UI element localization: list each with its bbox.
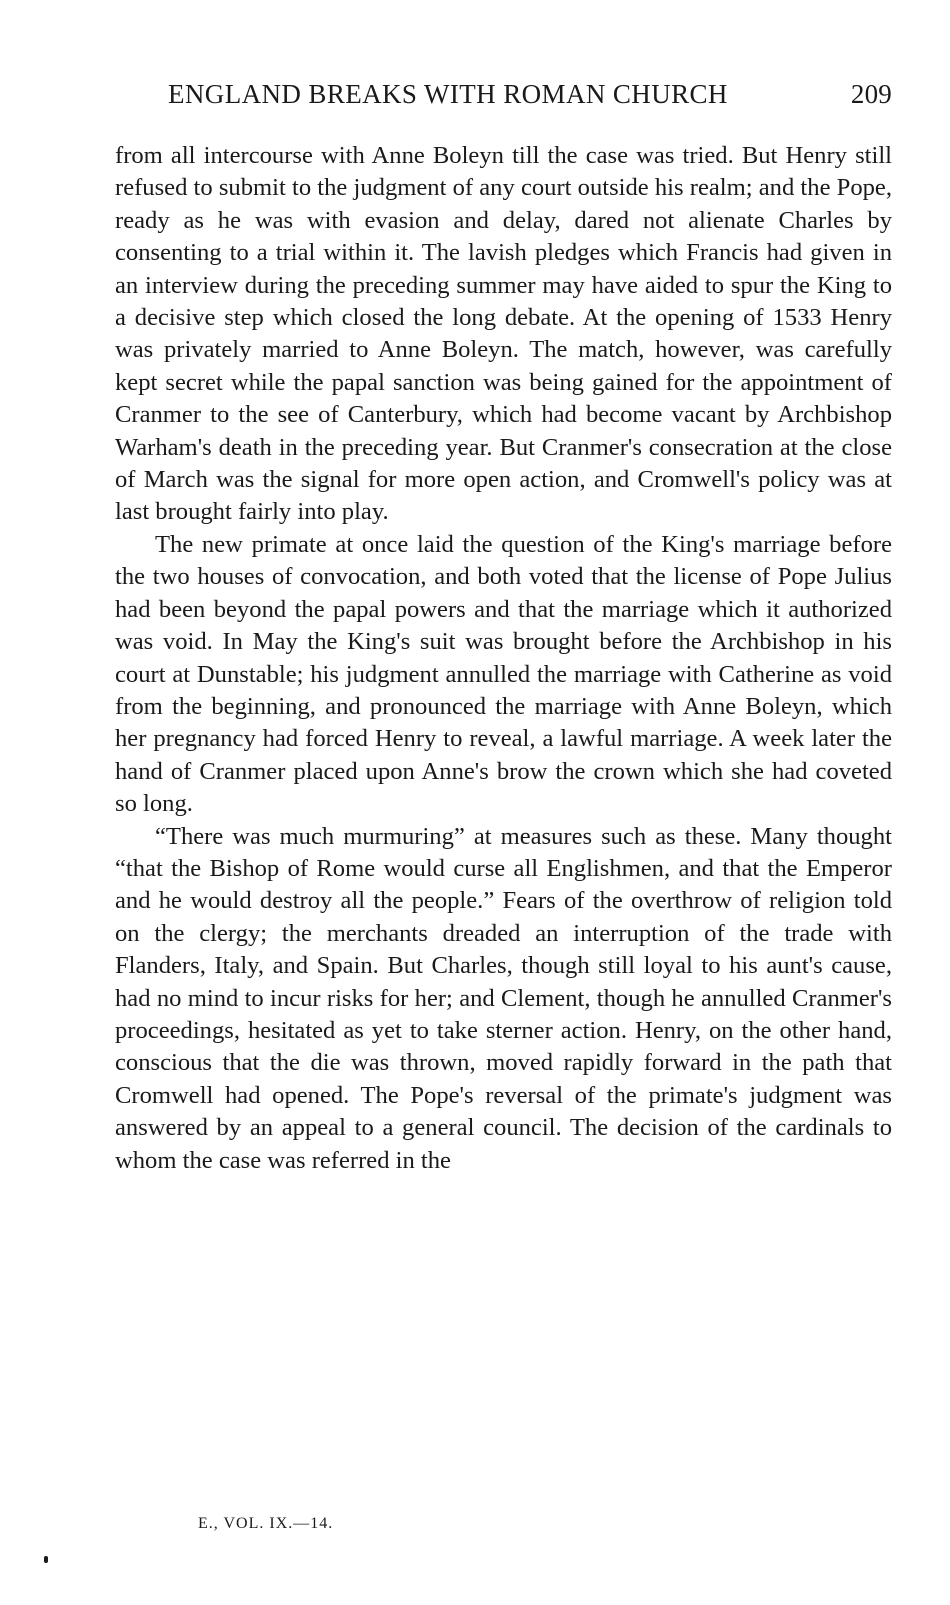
paragraph-2: The new primate at once laid the question of the King's marriage before the two houses of convocation, and both voted that the license of Pope Julius had been beyond the papal powers and that the marriage which it authorized was void. In May the King's suit was brought before the Archbishop in his court at Dunstable; his judgment annulled the marriage with Catherine as void from the beginning, and pronounced the marriage with Anne Boleyn, which her pregnancy had forced Henry to reveal, a lawful marriage. A week later the hand of Cranmer placed upon Anne's brow the crown which she had coveted so long.: [115, 530, 892, 818]
signature-mark: E., VOL. IX.—14.: [198, 1515, 334, 1532]
paragraph-1: from all intercourse with Anne Boleyn till the case was tried. But Henry still refused to submit to the judgment of any court outside his realm; and the Pope, ready as he was with evasion and delay, dared not alienate Charles by consenting to a trial within it. The lavish pledges which Francis had given in an interview during the preceding summer may have aided to spur the King to a decisive step which closed the long debate. At the opening of 1533 Henry was privately married to Anne Boleyn. The match, however, was carefully kept secret while the papal sanction was being gained for the appointment of Cranmer to the see of Canterbury, which had become vacant by Archbishop Warham's death in the preceding year. But Cranmer's consecration at the close of March was the signal for more open action, and Cromwell's policy was at last brought fairly into play.: [115, 142, 892, 526]
running-title: ENGLAND BREAKS WITH ROMAN CHURCH: [168, 79, 728, 109]
paragraph-3: “There was much murmuring” at measures such as these. Many thought “that the Bishop of Rome would curse all Englishmen, and that the Emperor and he would destroy all the people.” Fears of the overthrow of religion told on the clergy; the merchants dreaded an interruption of the trade with Flanders, Italy, and Spain. But Charles, though still loyal to his aunt's cause, had no mind to incur risks for her; and Clement, though he annulled Cranmer's proceedings, hesitated as yet to take sterner action. Henry, on the other hand, conscious that the die was thrown, moved rapidly forward in the path that Cromwell had opened. The Pope's reversal of the primate's judgment was answered by an appeal to a general council. The decision of the cardinals to whom the case was referred in the: [115, 822, 892, 1174]
page-number: 209: [850, 79, 892, 109]
running-header: [168, 76, 892, 112]
body-text: [115, 140, 892, 1177]
ink-speck: [44, 1556, 48, 1563]
